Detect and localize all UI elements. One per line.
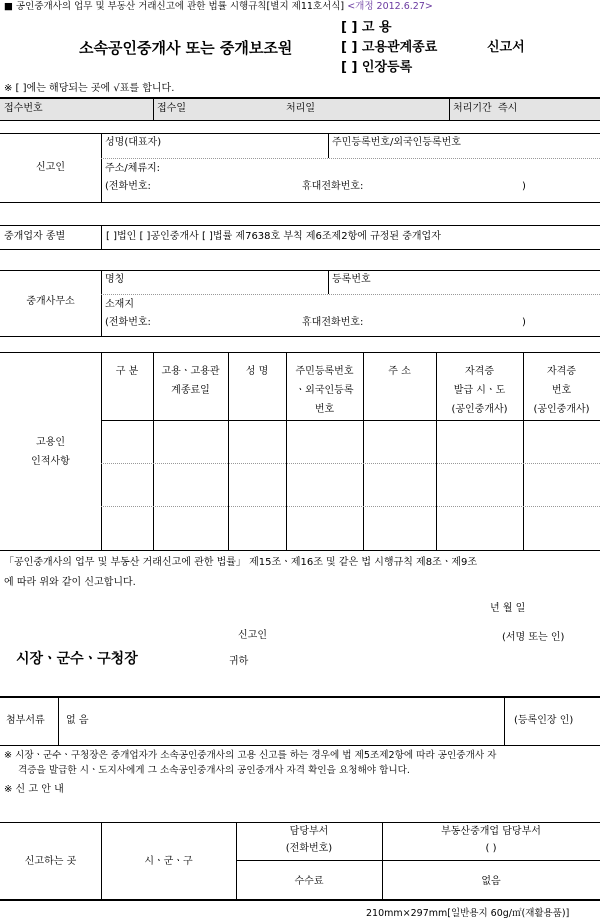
col-header-issuer-2: 발급 시ㆍ도 xyxy=(453,385,506,396)
guide-place-label: 신고하는 곳 xyxy=(24,856,77,867)
reporter-id-label: 주민등록번호/외국인등록번호 xyxy=(332,137,461,148)
broker-type-label: 중개업자 종별 xyxy=(4,231,66,242)
processing-period-label: 처리기간 즉시 xyxy=(453,103,518,114)
rule xyxy=(0,133,600,134)
reporter-section-label: 신고인 xyxy=(36,162,65,173)
col-header-id-2: ㆍ외국인등록 xyxy=(295,385,354,396)
rule xyxy=(0,270,600,271)
rule xyxy=(0,696,600,698)
receipt-number-label: 접수번호 xyxy=(4,103,43,114)
declaration-line-2: 에 따라 위와 같이 신고합니다. xyxy=(4,577,136,588)
guide-dept-phone-value: ( ) xyxy=(485,843,497,854)
rule xyxy=(363,352,364,550)
guide-heading: ※ 신 고 안 내 xyxy=(4,784,64,795)
employee-section-label-2: 인적사항 xyxy=(31,456,70,467)
office-mobile-label: 휴대전화번호: xyxy=(302,317,364,328)
rule xyxy=(101,506,600,507)
employee-section-label: 고용인 xyxy=(36,437,65,448)
guide-dept-phone-label: (전화번호) xyxy=(285,843,333,854)
recipient: 시장ㆍ군수ㆍ구청장 xyxy=(16,651,138,667)
reporter-mobile-label: 휴대전화번호: xyxy=(302,181,364,192)
rule xyxy=(101,133,102,202)
recipient-suffix: 귀하 xyxy=(229,656,249,667)
rule xyxy=(449,99,450,120)
rule xyxy=(101,158,600,159)
attachments-value: 없 음 xyxy=(66,715,89,726)
rule xyxy=(228,352,229,550)
option-seal: [ ] 인장등록 xyxy=(341,60,413,75)
rule xyxy=(101,463,600,464)
office-close-paren: ) xyxy=(522,317,526,328)
col-header-category: 구 분 xyxy=(115,366,139,377)
receipt-date-label: 접수일 xyxy=(157,103,186,114)
col-header-name: 성 명 xyxy=(245,366,269,377)
signature-note: (서명 또는 인) xyxy=(502,632,565,643)
guide-dept-label: 담당부서 xyxy=(289,826,329,837)
broker-type-options: [ ]법인 [ ]공인중개사 [ ]법률 제7638호 부칙 제6조제2항에 규정된 중개업자 xyxy=(106,231,441,242)
rule xyxy=(0,745,600,746)
title-suffix: 신고서 xyxy=(487,40,525,55)
col-header-date-2: 계종료일 xyxy=(171,385,210,396)
paper-spec: 210mm×297mm[일반용지 60g/㎡(재활용품)] xyxy=(366,908,570,919)
office-section-label: 중개사무소 xyxy=(26,296,75,307)
col-header-cert-no-2: 번호 xyxy=(551,385,572,396)
notice-line-1: ※ 시장ㆍ군수ㆍ구청장은 중개업자가 소속공인중개사의 고용 신고를 하는 경우에 법 제5조제2항에 따라 공인중개사 자 xyxy=(4,750,497,761)
rule xyxy=(0,899,600,901)
rule xyxy=(436,352,437,550)
check-instruction: ※ [ ]에는 해당되는 곳에 √표를 합니다. xyxy=(4,83,175,94)
guide-dept-value: 부동산중개업 담당부서 xyxy=(441,826,541,837)
rule xyxy=(328,270,329,294)
rule xyxy=(0,225,600,226)
notice-line-2: 격증을 발급한 시ㆍ도지사에게 그 소속공인중개사의 공인중개사 자격 확인을 요청해야 합니다. xyxy=(18,765,410,776)
col-header-id: 주민등록번호 xyxy=(295,366,354,377)
rule xyxy=(286,352,287,550)
rule xyxy=(328,133,329,158)
reporter-name-label: 성명(대표자) xyxy=(105,137,162,148)
col-header-id-3: 번호 xyxy=(314,404,335,415)
rule xyxy=(153,99,154,120)
rule xyxy=(101,294,600,295)
rule xyxy=(101,352,102,550)
rule xyxy=(153,352,154,550)
seal-stamp-label: (등록인장 인) xyxy=(514,715,574,726)
office-location-label: 소재지 xyxy=(105,299,134,310)
col-header-date: 고용ㆍ고용관 xyxy=(161,366,220,377)
col-header-issuer-3: (공인중개사) xyxy=(451,404,508,415)
reporter-address-label: 주소/체류지: xyxy=(105,163,161,174)
col-header-cert-no: 자격증 xyxy=(547,366,576,377)
rule xyxy=(0,352,600,353)
rule xyxy=(101,270,102,336)
law-reference: ■ 공인중개사의 업무 및 부동산 거래신고에 관한 법률 시행규칙[별지 제11호서식] <개정 2012.6.27> xyxy=(4,1,433,12)
reporter-phone-label: (전화번호: xyxy=(105,181,151,192)
reporter-close-paren: ) xyxy=(522,181,526,192)
office-name-label: 명칭 xyxy=(105,274,125,285)
rule xyxy=(101,420,600,421)
guide-place-value: 시ㆍ군ㆍ구 xyxy=(144,856,193,867)
col-header-cert-no-3: (공인중개사) xyxy=(533,404,590,415)
col-header-address: 주 소 xyxy=(388,366,411,377)
processed-date-label: 처리일 xyxy=(286,103,315,114)
rule xyxy=(0,550,600,551)
office-phone-label: (전화번호: xyxy=(105,317,151,328)
declaration-line-1: 「공인중개사의 업무 및 부동산 거래신고에 관한 법률」 제15조ㆍ제16조 및 같은 법 시행규칙 제8조ㆍ제9조 xyxy=(4,557,478,568)
rule xyxy=(0,202,600,203)
option-employment: [ ] 고 용 xyxy=(341,20,392,35)
rule xyxy=(0,336,600,337)
rule xyxy=(523,352,524,550)
form-title: 소속공인중개사 또는 중개보조원 xyxy=(79,39,293,57)
declaration-date: 년 월 일 xyxy=(490,603,526,614)
col-header-issuer: 자격증 xyxy=(465,366,494,377)
amend-date: <개정 2012.6.27> xyxy=(347,1,433,12)
option-termination: [ ] 고용관계종료 xyxy=(341,40,438,55)
declaration-reporter-label: 신고인 xyxy=(238,630,267,641)
rule xyxy=(504,697,505,745)
rule xyxy=(101,225,102,249)
rule xyxy=(0,249,600,250)
rule xyxy=(0,120,600,121)
rule xyxy=(236,860,600,861)
guide-fee-value: 없음 xyxy=(481,876,501,887)
rule xyxy=(58,697,59,745)
rule xyxy=(0,822,600,823)
guide-fee-label: 수수료 xyxy=(294,876,324,887)
attachments-label: 첨부서류 xyxy=(6,715,45,726)
office-reg-label: 등록번호 xyxy=(332,274,371,285)
